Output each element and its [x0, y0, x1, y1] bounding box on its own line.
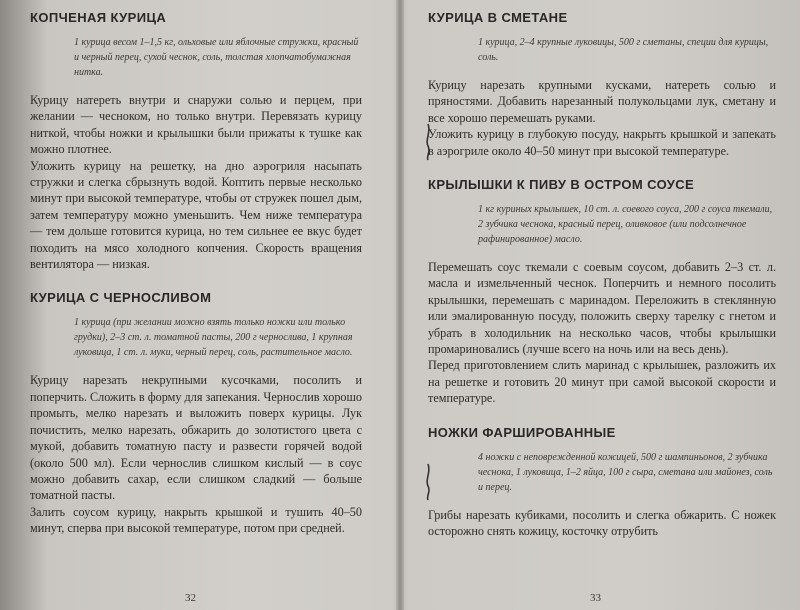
recipe-title-stuffed-legs: НОЖКИ ФАРШИРОВАННЫЕ — [428, 424, 616, 440]
ingredients-chicken-sour-cream: 1 курица, 2–4 крупные луковицы, 500 г сметаны, специи для курицы, соль. — [478, 37, 769, 63]
instructions-stuffed-legs — [428, 507, 776, 540]
left-column — [30, 10, 362, 537]
paragraph: Перемешать соус ткемали с соевым соусом, добавить 2–3 ст. л. масла и измельченный чеснок. Поперчить и немного посолить крылышки, перемешать с маринадом. Переложить в стеклянную или эмалированную посуду, положить сверху тарелку с гнетом и убрать в холодильник на несколько часов, чтобы крылышки промариновались (лучше всего на ночь или на весь день). — [428, 260, 776, 357]
recipe-title-spicy-wings: КРЫЛЫШКИ К ПИВУ В ОСТРОМ СОУСЕ — [428, 177, 695, 193]
paragraph: Перед приготовлением слить маринад с крылышек, разложить их на решетке и готовить 20 минут при самой высокой скорости и температуре. — [428, 358, 776, 406]
book-gutter — [396, 0, 404, 610]
paragraph: Уложить курицу в глубокую посуду, накрыть крышкой и запекать в аэрогриле около 40–50 минут при высокой температуре. — [428, 127, 776, 158]
instructions-chicken-prunes — [30, 372, 362, 536]
recipe-title-chicken-sour-cream: КУРИЦА В СМЕТАНЕ — [428, 10, 568, 25]
instructions-spicy-wings — [428, 259, 776, 407]
ingredients-stuffed-legs: 4 ножки с неповрежденной кожицей, 500 г шампиньонов, 2 зубчика чеснока, 1 луковица, 1–2 яйца, 100 г сыра, сметана или майонез, соль и перец. — [478, 451, 773, 493]
instructions-smoked-chicken — [30, 92, 362, 272]
right-page — [404, 0, 800, 610]
right-column — [428, 10, 776, 540]
page-number-left: 32 — [185, 592, 196, 604]
paragraph: Курицу нарезать крупными кусками, натереть солью и пряностями. Добавить нарезанный полукольцами лук, сметану и все хорошо перемешать руками. — [428, 78, 776, 125]
ingredients-chicken-prunes: 1 курица (при желании можно взять только ножки или только грудки), 2–3 ст. л. томатной пасты, 200 г чернослива, 1 крупная луковица, 1 ст. л. муки, черный перец, соль, растительное масло. — [74, 317, 353, 359]
recipe-title-smoked-chicken: КОПЧЕНАЯ КУРИЦА — [30, 10, 167, 25]
instructions-chicken-sour-cream — [428, 77, 776, 159]
paragraph: Залить соусом курицу, накрыть крышкой и тушить 40–50 минут, сперва при высокой температуре, потом при средней. — [30, 504, 362, 536]
page-number-right: 33 — [590, 592, 601, 604]
recipe-title-chicken-prunes: КУРИЦА С ЧЕРНОСЛИВОМ — [30, 290, 212, 306]
paragraph: Курицу натереть внутри и снаружи солью и перцем, при желании — чесноком, но только внутри. Перевязать курицу ниткой, чтобы ножки и крылышки были прижаты к тушке как можно плотнее. — [30, 93, 362, 157]
paragraph: Грибы нарезать кубиками, посолить и слегка обжарить. С ножек осторожно снять кожицу, косточку отрубить — [428, 507, 776, 539]
ingredients-spicy-wings: 1 кг куриных крылышек, 10 ст. л. соевого соуса, 200 г соуса ткемали, 2 зубчика чеснока, красный перец, оливковое (или подсолнечное рафинированное) масло. — [478, 204, 773, 246]
paragraph: Курицу нарезать некрупными кусочками, посолить и поперчить. Сложить в форму для запекания. Чернослив хорошо промыть, мелко нарезать и выложить поверх курицы. Лук почистить, мелко нарезать, обжарить до золотистого цвета с мукой, добавить томатную пасту и развести горячей водой (около 500 мл). Если чернослив слишком кислый — в соус можно добавить сахар, если слишком сладкий — больше томатной пасты. — [30, 373, 362, 503]
ingredients-smoked-chicken: 1 курица весом 1–1,5 кг, ольховые или яблочные стружки, красный и черный перец, сухой чеснок, соль, толстая хлопчатобумажная нитка. — [74, 37, 359, 78]
paragraph: Уложить курицу на решетку, на дно аэрогриля насыпать стружки и слегка сбрызнуть водой. Коптить первые несколько минут при высокой температуре, чтобы от стружек пошел дым, затем температуру можно уменьшить. Чем ниже температура — тем дольше готовится курица, но тем сильнее ее вкус будет походить на мясо холодного копчения. Скорость вращения вентилятора — низкая. — [30, 158, 362, 272]
left-page — [0, 0, 396, 610]
